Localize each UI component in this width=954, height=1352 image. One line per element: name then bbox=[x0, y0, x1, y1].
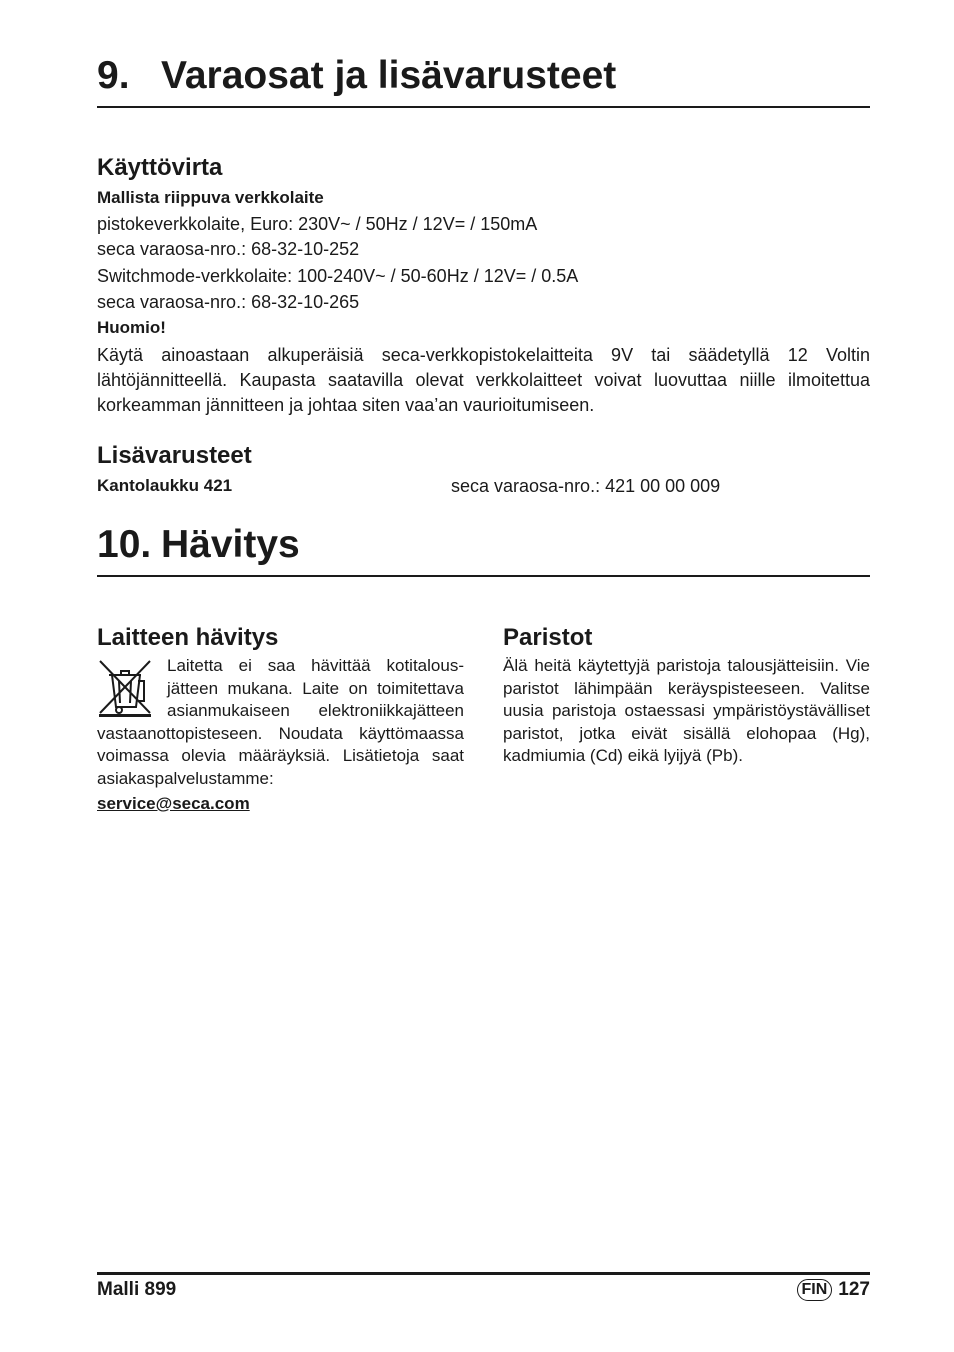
note-text: Käytä ainoastaan alkuperäisiä seca-verkkopistokelaitteita 9V tai säädetyllä 12 Voltin lähtöjännitteellä. Kaupasta saatavilla olevat verkkolaitteet voivat luovuttaa niille ilmoitettua korkeamman jännitteen ja johtaa siten vaa’an vaurioitumiseen. bbox=[97, 345, 870, 415]
section-10-title: Hävitys bbox=[161, 523, 300, 566]
accessory-item-part: seca varaosa-nro.: 421 00 00 009 bbox=[451, 476, 721, 496]
note-heading: Huomio! bbox=[97, 318, 166, 337]
footer-model: Malli 899 bbox=[97, 1279, 177, 1300]
accessories-heading: Lisävarusteet bbox=[97, 442, 252, 469]
crossed-out-wheelie-bin-icon bbox=[97, 657, 153, 717]
device-disposal-text: Laitetta ei saa hävittää kotitalousjätteen mukana. Laite on toimitettava asianmukaiseen elektroniikkajätteen vastaanottopisteseen. Noudata käyttömaassa voimassa olevia määräyksiä. Lisätietoja saat asiakaspalvelustamme: bbox=[97, 656, 464, 788]
section-9-title: Varaosat ja lisävarusteet bbox=[161, 54, 617, 97]
accessory-item-name: Kantolaukku 421 bbox=[97, 476, 233, 495]
device-disposal-body bbox=[97, 655, 464, 790]
manual-page bbox=[97, 0, 870, 1352]
batteries-column bbox=[503, 624, 870, 768]
section-9-heading bbox=[97, 54, 870, 108]
power-subheading: Mallista riippuva verkkolaite bbox=[97, 188, 324, 207]
device-disposal-column bbox=[97, 624, 464, 814]
power-heading: Käyttövirta bbox=[97, 154, 223, 181]
section-10-heading bbox=[97, 523, 870, 577]
language-badge: FIN bbox=[797, 1279, 833, 1301]
footer-page-info bbox=[797, 1279, 870, 1301]
power-line-part-1: seca varaosa-nro.: 68-32-10-252 bbox=[97, 239, 360, 259]
section-9-number: 9. bbox=[97, 54, 130, 97]
service-email-link[interactable]: service@seca.com bbox=[97, 794, 250, 813]
section-10-number: 10. bbox=[97, 523, 152, 566]
batteries-heading: Paristot bbox=[503, 624, 593, 651]
power-line-part-2: seca varaosa-nro.: 68-32-10-265 bbox=[97, 292, 360, 312]
power-line-switchmode: Switchmode-verkkolaite: 100-240V~ / 50-60Hz / 12V= / 0.5A bbox=[97, 266, 579, 286]
page-number: 127 bbox=[838, 1279, 870, 1300]
power-line-euro: pistokeverkkolaite, Euro: 230V~ / 50Hz / 12V= / 150mA bbox=[97, 214, 538, 234]
footer-divider bbox=[97, 1272, 870, 1275]
device-disposal-heading: Laitteen hävitys bbox=[97, 624, 279, 651]
batteries-text: Älä heitä käytettyjä paristoja talousjätteisiin. Vie paristot lähimpään keräyspisteeseen. Valitse uusia paristoja ostaessasi ympäristöystävälliset paristot, jotka eivät sisällä elohopaa (Hg), kadmiumia (Cd) eikä lyijyä (Pb). bbox=[503, 656, 870, 765]
